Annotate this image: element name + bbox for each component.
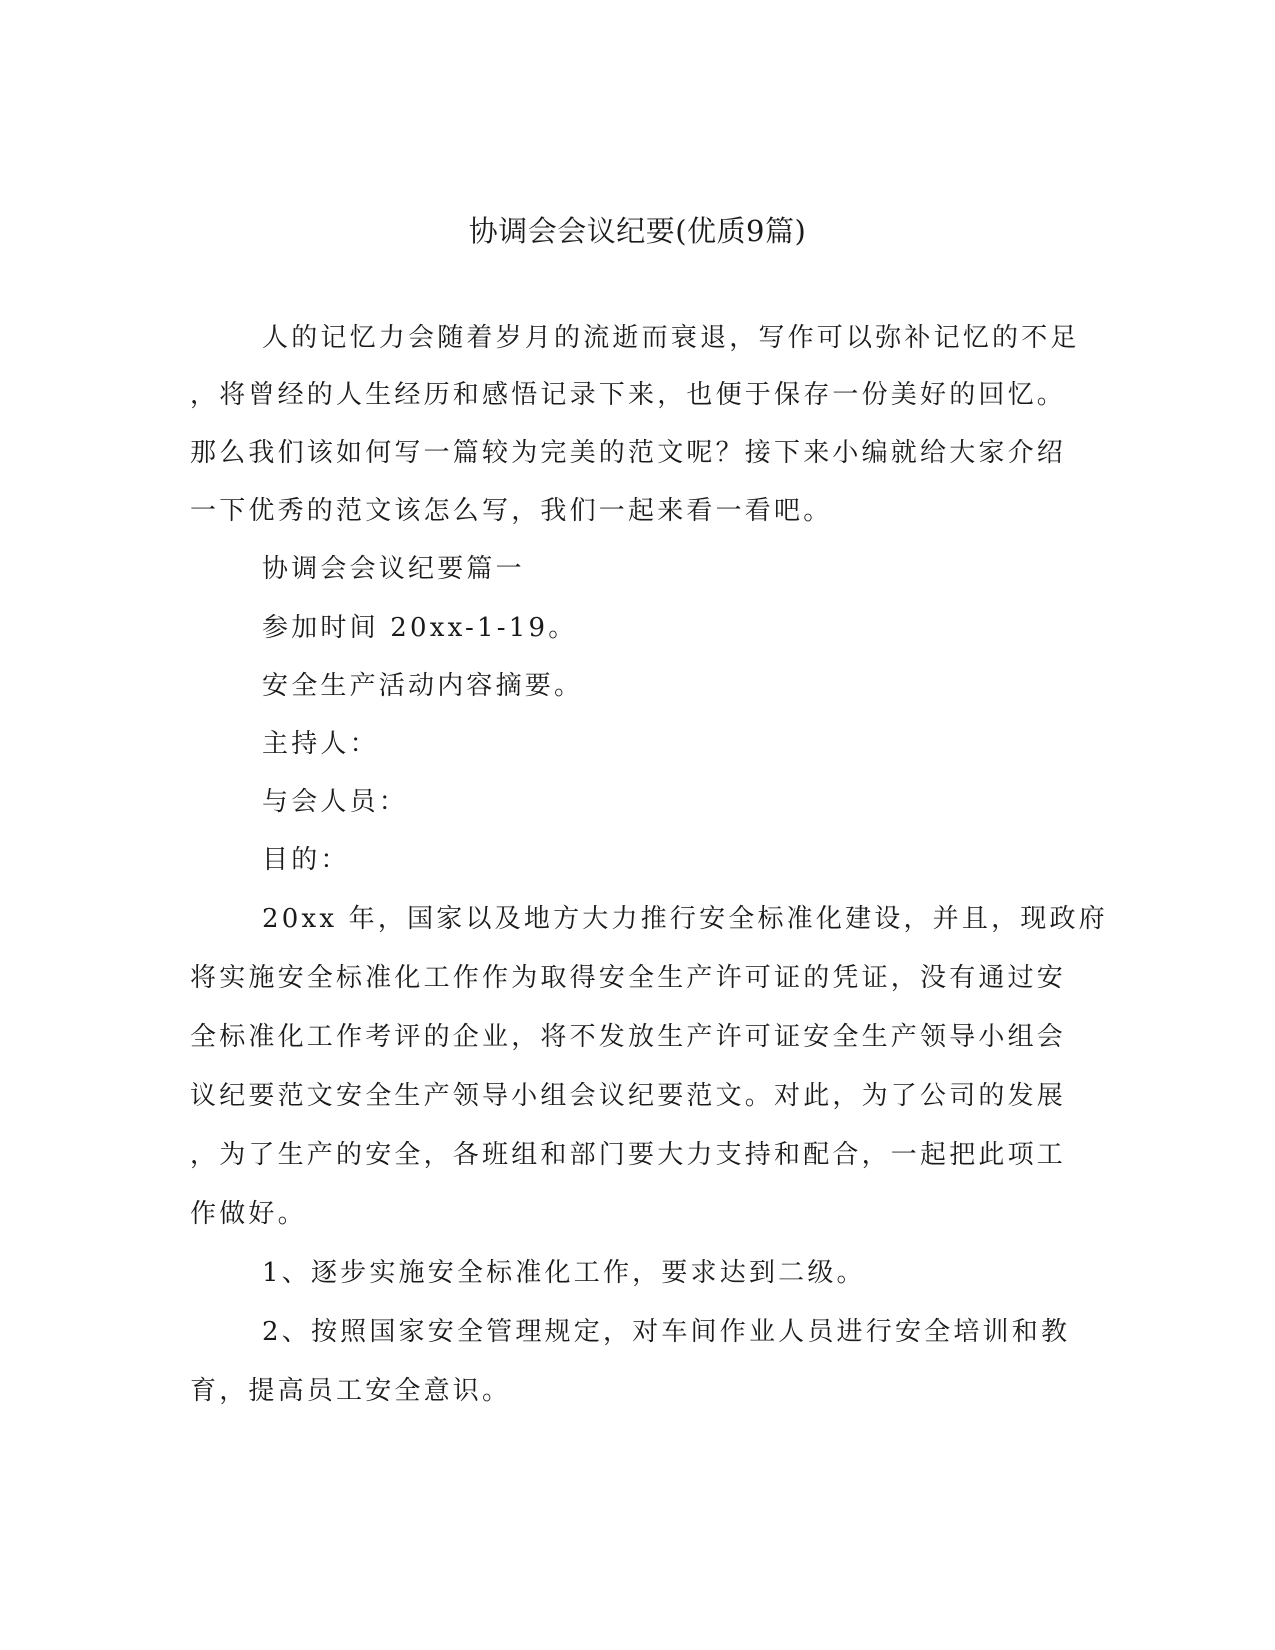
body-line: 议纪要范文安全生产领导小组会议纪要范文。对此，为了公司的发展 — [190, 1081, 1067, 1111]
attendees-label: 与会人员： — [262, 787, 409, 817]
list-item-continuation: 育，提高员工安全意识。 — [190, 1376, 512, 1406]
body-line: 作做好。 — [190, 1199, 307, 1229]
body-line: 一下优秀的范文该怎么写，我们一起来看一看吧。 — [190, 496, 833, 526]
list-item: 1、逐步实施安全标准化工作，要求达到二级。 — [262, 1258, 866, 1288]
body-line: ，将曾经的人生经历和感悟记录下来，也便于保存一份美好的回忆。 — [190, 380, 1067, 410]
body-line: 人的记忆力会随着岁月的流逝而衰退，写作可以弥补记忆的不足 — [262, 323, 1080, 353]
list-item: 2、按照国家安全管理规定，对车间作业人员进行安全培训和教 — [262, 1317, 1071, 1347]
body-line: 全标准化工作考评的企业，将不发放生产许可证安全生产领导小组会 — [190, 1022, 1067, 1052]
body-line: ，为了生产的安全，各班组和部门要大力支持和配合，一起把此项工 — [190, 1140, 1067, 1170]
host-label: 主持人： — [262, 729, 379, 759]
body-line: 20xx 年，国家以及地方大力推行安全标准化建设，并且，现政府 — [262, 904, 1108, 934]
purpose-label: 目的： — [262, 845, 350, 875]
body-line: 那么我们该如何写一篇较为完美的范文呢？接下来小编就给大家介绍 — [190, 438, 1067, 468]
body-line: 将实施安全标准化工作作为取得安全生产许可证的凭证，没有通过安 — [190, 963, 1067, 993]
section-heading: 协调会会议纪要篇一 — [262, 554, 525, 584]
meeting-time: 参加时间 20xx-1-19。 — [262, 613, 578, 643]
document-title: 协调会会议纪要(优质9篇) — [468, 214, 807, 248]
meeting-summary-label: 安全生产活动内容摘要。 — [262, 671, 584, 701]
